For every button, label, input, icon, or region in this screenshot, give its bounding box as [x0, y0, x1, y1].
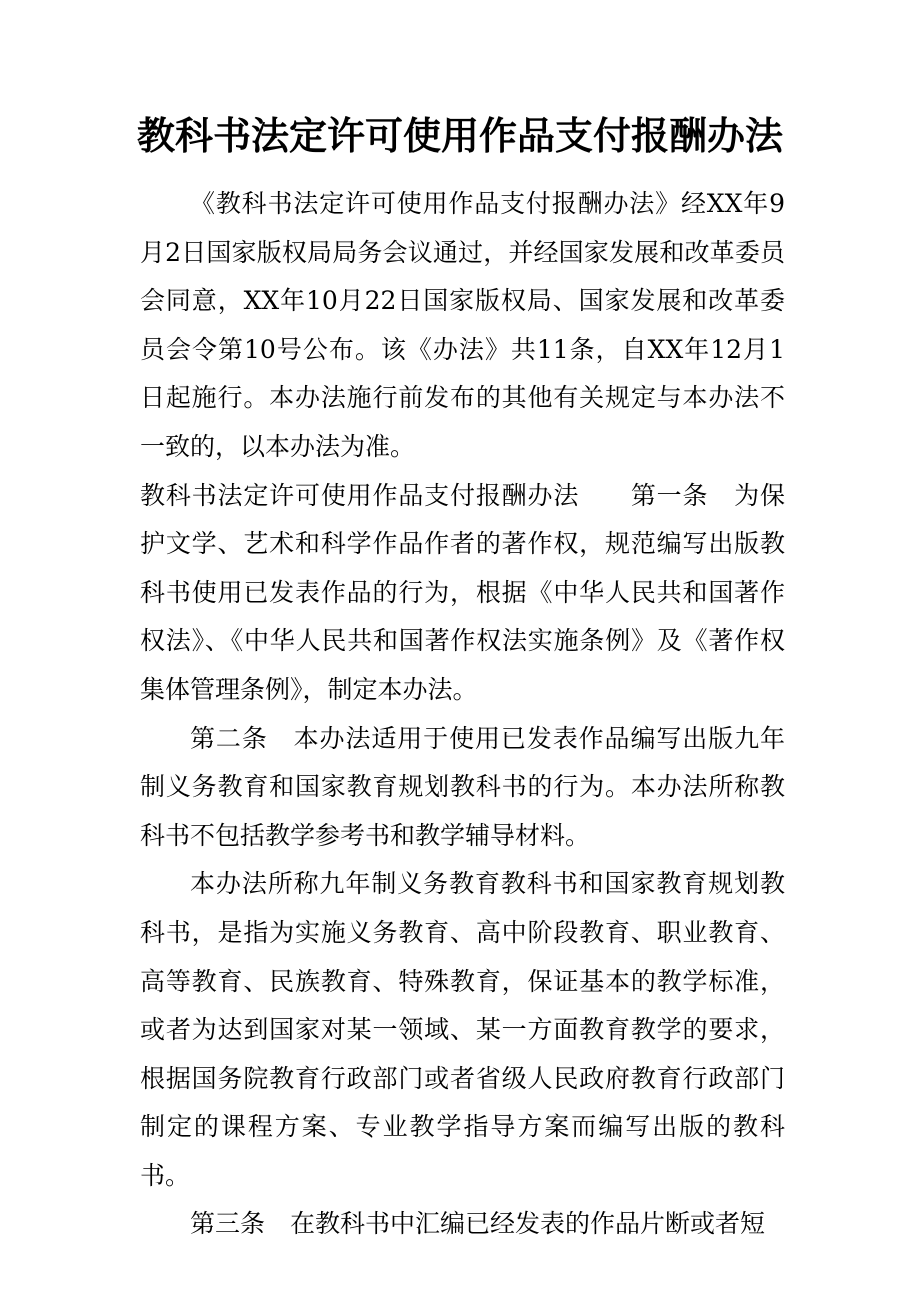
paragraph-article-3: 第三条 在教科书中汇编已经发表的作品片断或者短 — [190, 1209, 766, 1239]
paragraph-article-2-definition: 本办法所称九年制义务教育教科书和国家教育规划教科书，是指为实施义务教育、高中阶段教育、职业教育、高等教育、民族教育、特殊教育，保证基本的教学标准，或者为达到国家对某一领域、某一方面教育教学的要求，根据国务院教育行政部门或者省级人民政府教育行政部门制定的课程方案、专业教学指导方案而编写出版的教科书。 — [140, 869, 785, 1190]
document-body — [140, 180, 785, 1249]
paragraph-article-2: 第二条 本办法适用于使用已发表作品编写出版九年制义务教育和国家教育规划教科书的行为。本办法所称教科书不包括教学参考书和教学辅导材料。 — [140, 723, 785, 850]
paragraph-article-1: 教科书法定许可使用作品支付报酬办法 第一条 为保护文学、艺术和科学作品作者的著作权，规范编写出版教科书使用已发表作品的行为，根据《中华人民共和国著作权法》、《中华人民共和国著作权法实施条例》及《著作权集体管理条例》，制定本办法。 — [140, 480, 785, 704]
paragraph-intro: 《教科书法定许可使用作品支付报酬办法》经XX年9月2日国家版权局局务会议通过，并经国家发展和改革委员会同意，XX年10月22日国家版权局、国家发展和改革委员会令第10号公布。该《办法》共11条，自XX年12月1日起施行。本办法施行前发布的其他有关规定与本办法不一致的，以本办法为准。 — [140, 189, 785, 461]
document-title: 教科书法定许可使用作品支付报酬办法 — [136, 114, 783, 158]
